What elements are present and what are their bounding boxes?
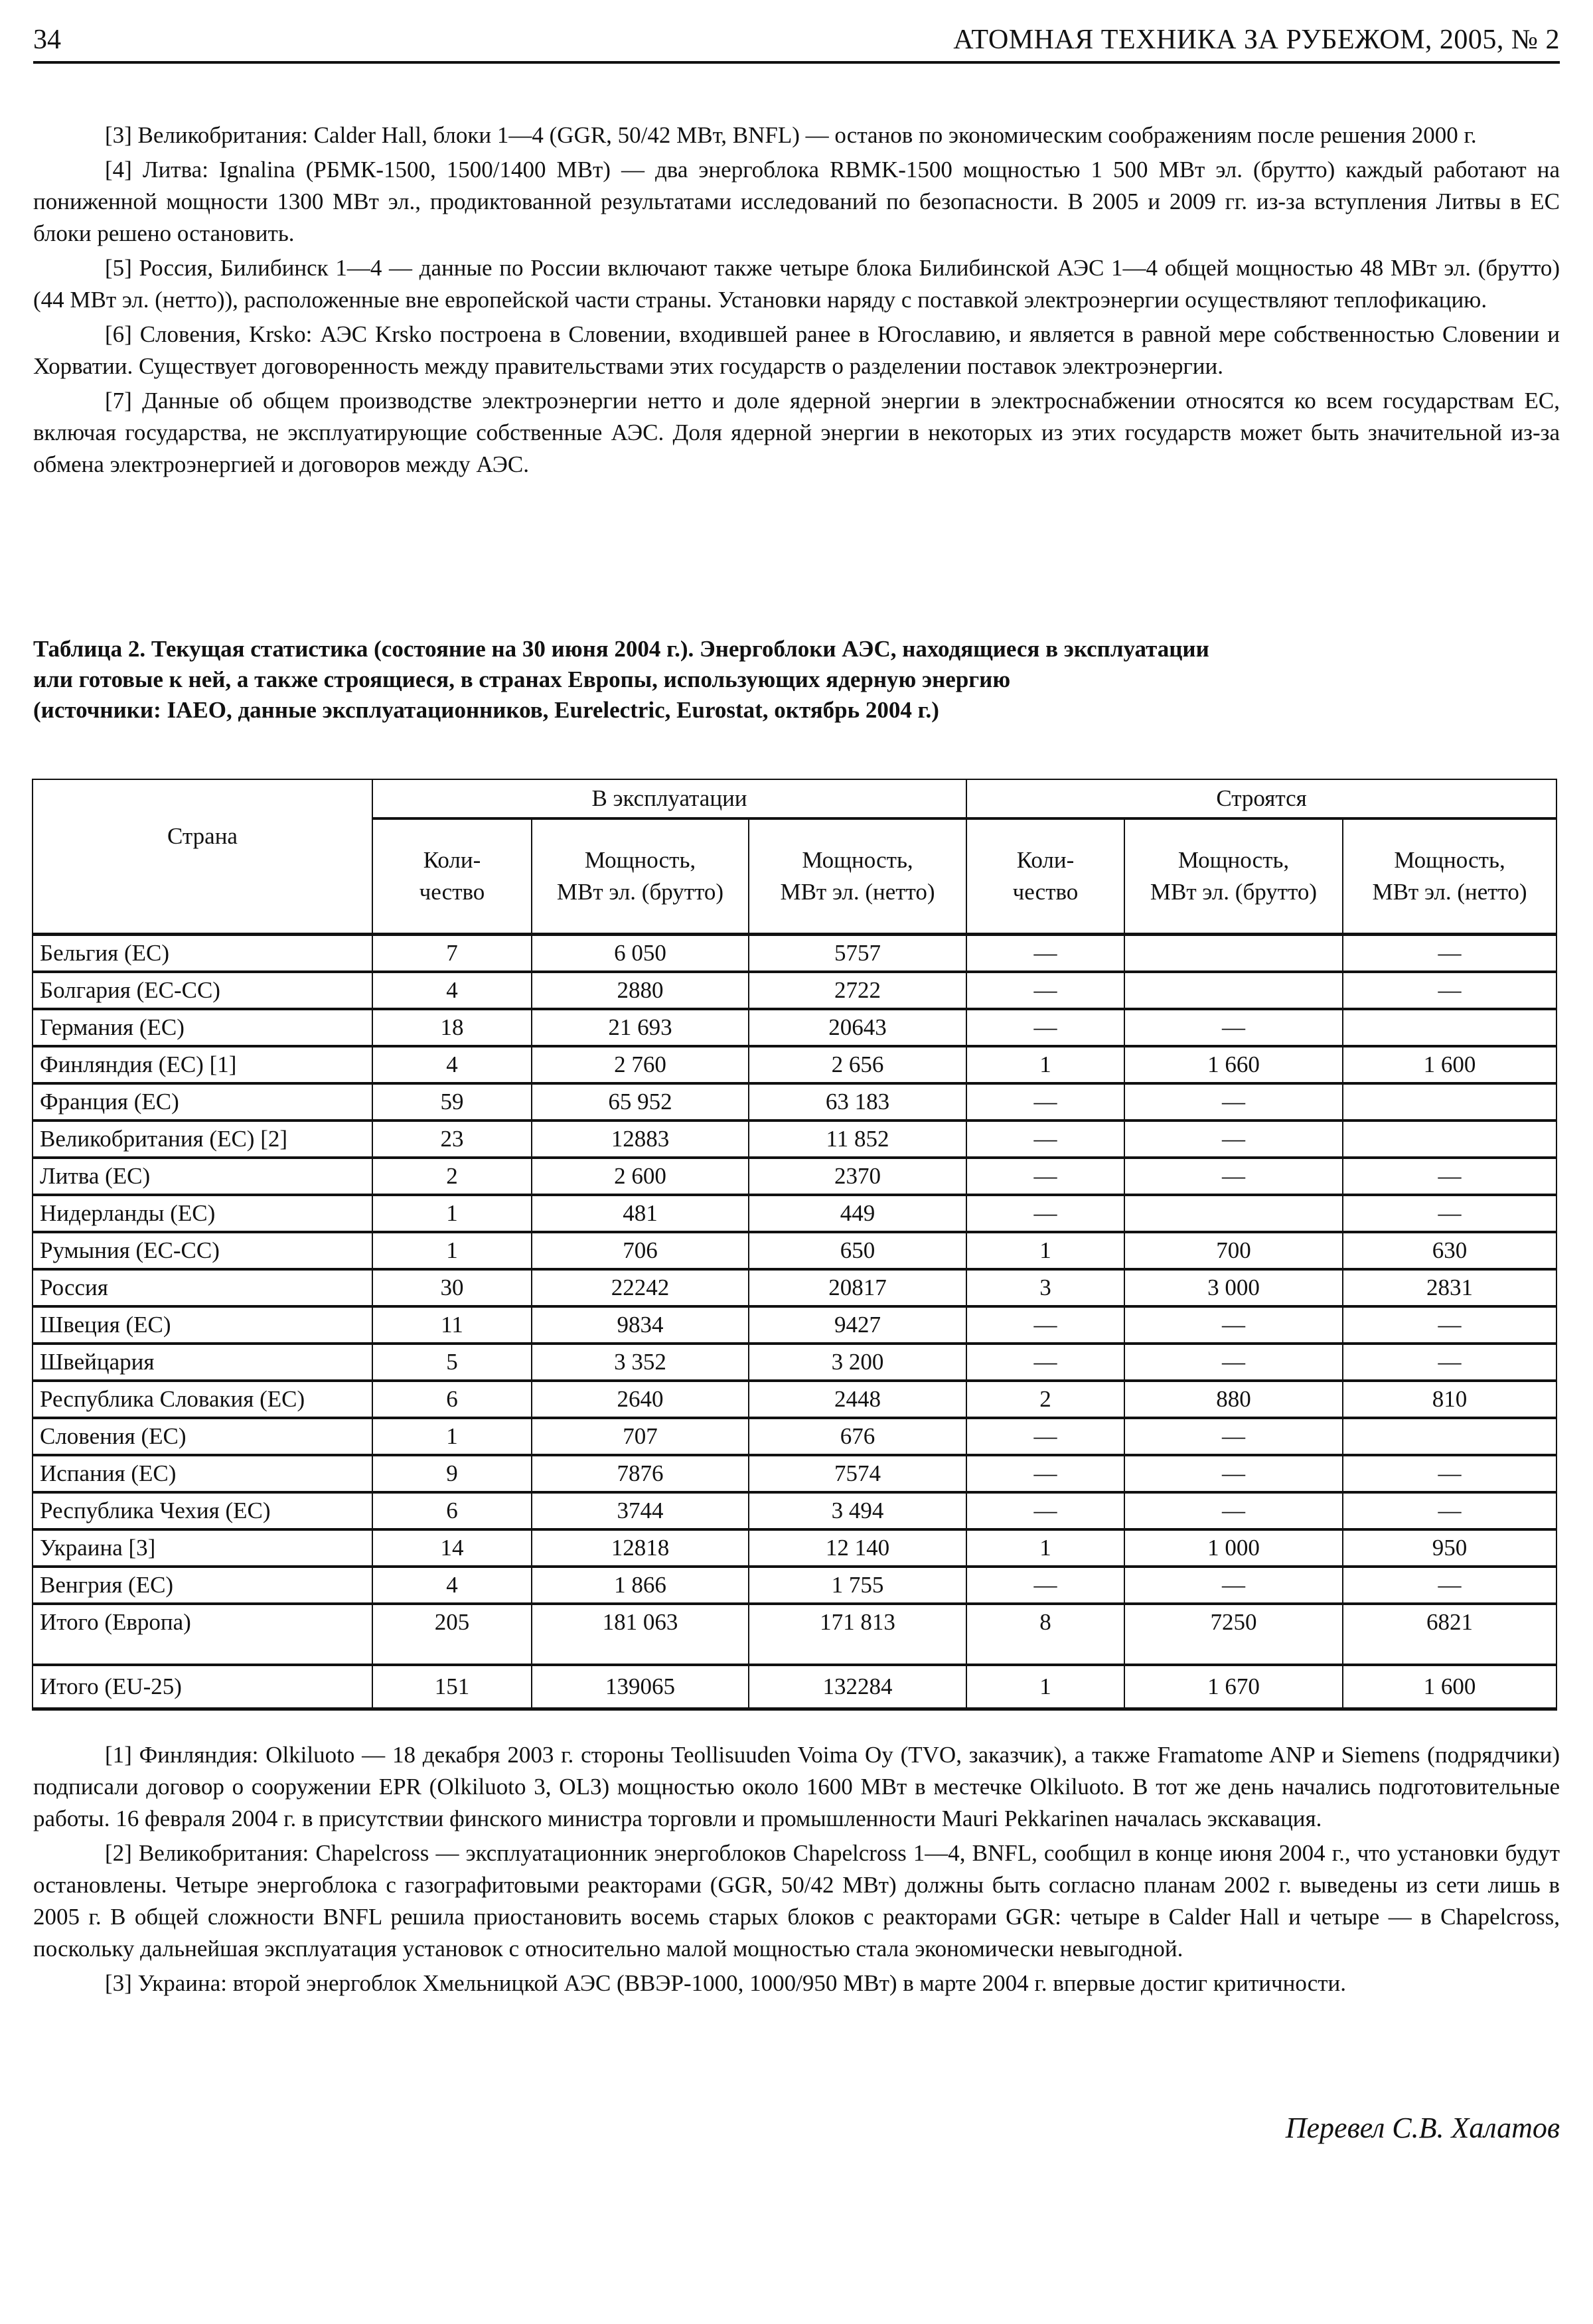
table-row [33,1567,1556,1604]
cell-op-count: 59 [372,1083,532,1121]
cell-con-gross: — [1124,1455,1343,1492]
table-row [33,1344,1556,1381]
cell-op-net: 5757 [749,935,966,972]
cell-op-gross: 6 050 [532,935,749,972]
cell-con-net: 6821 [1343,1604,1556,1665]
cell-op-count: 151 [372,1665,532,1709]
cell-op-net: 12 140 [749,1529,966,1567]
cell-op-gross: 707 [532,1418,749,1455]
table-row [33,1009,1556,1046]
cell-con-count: — [966,972,1124,1009]
cell-op-net: 650 [749,1232,966,1269]
cell-con-count: 1 [966,1665,1124,1709]
cell-con-count: — [966,1121,1124,1158]
cell-op-net: 11 852 [749,1121,966,1158]
cell-con-count: — [966,1455,1124,1492]
cell-con-gross: 3 000 [1124,1269,1343,1306]
table-row [33,972,1556,1009]
cell-op-gross: 22242 [532,1269,749,1306]
footnotes-previous-table [33,119,1560,483]
cell-country: Украина [3] [33,1529,372,1567]
cell-con-gross [1124,1195,1343,1232]
column-header-country: Страна [33,779,372,935]
cell-op-net: 2 656 [749,1046,966,1083]
cell-op-net: 20643 [749,1009,966,1046]
cell-con-net: 630 [1343,1232,1556,1269]
cell-op-gross: 181 063 [532,1604,749,1665]
cell-country: Финляндия (ЕС) [1] [33,1046,372,1083]
table-row [33,935,1556,972]
cell-op-net: 3 494 [749,1492,966,1529]
cell-con-count: — [966,1567,1124,1604]
nuclear-units-table [32,779,1557,1711]
cell-op-count: 205 [372,1604,532,1665]
group-header-under-construction: Строятся [966,779,1556,818]
cell-country: Германия (ЕС) [33,1009,372,1046]
caption-line: или готовые к ней, а также строящиеся, в странах Европы, использующих ядерную энергию [33,666,1011,692]
cell-op-gross: 3 352 [532,1344,749,1381]
cell-con-net [1343,1083,1556,1121]
cell-con-count: — [966,1306,1124,1344]
cell-op-gross: 21 693 [532,1009,749,1046]
cell-con-net: — [1343,1158,1556,1195]
table-row [33,1492,1556,1529]
cell-op-count: 7 [372,935,532,972]
cell-country: Венгрия (ЕС) [33,1567,372,1604]
cell-op-gross: 1 866 [532,1567,749,1604]
cell-con-count: — [966,1344,1124,1381]
cell-con-gross: — [1124,1418,1343,1455]
column-header-con-gross: Мощность, МВт эл. (брутто) [1124,818,1343,935]
cell-country: Румыния (ЕС-СС) [33,1232,372,1269]
cell-op-count: 14 [372,1529,532,1567]
cell-op-gross: 481 [532,1195,749,1232]
cell-con-count: 1 [966,1529,1124,1567]
cell-op-net: 1 755 [749,1567,966,1604]
footnote: [7] Данные об общем производстве электроэнергии нетто и доле ядерной энергии в электроснабжении относятся ко всем государствам ЕС, включая государства, не эксплуатирующие собственные АЭС. Доля ядерной энергии в некоторых из этих государств может быть значительной из-за обмена электроэнергией и договоров между АЭС. [33,388,1560,477]
cell-op-count: 1 [372,1418,532,1455]
cell-op-net: 171 813 [749,1604,966,1665]
cell-con-net: — [1343,935,1556,972]
cell-con-count: — [966,1158,1124,1195]
caption-line: Таблица 2. Текущая статистика (состояние на 30 июня 2004 г.). Энергоблоки АЭС, находящиеся в эксплуатации [33,636,1209,662]
cell-con-net: 1 600 [1343,1046,1556,1083]
cell-op-count: 1 [372,1195,532,1232]
header-rule [33,61,1560,64]
cell-con-count: — [966,1195,1124,1232]
cell-op-count: 9 [372,1455,532,1492]
footnote: [2] Великобритания: Chapelcross — эксплуатационник энергоблоков Chapelcross 1—4, BNFL, сообщил в конце июня 2004 г., что установки будут остановлены. Четыре энергоблока с газографитовыми реакторами (GGR, 50/42 МВт) должны быть согласно планам 2002 г. выведены из сети лишь в 2005 г. В общей сложности BNFL решила приостановить восемь старых блоков с реакторами GGR: четыре в Calder Hall и четыре — в Chapelcross, поскольку дальнейшая эксплуатация установок с относительно малой мощностью стала экономически невыгодной. [33,1840,1560,1962]
cell-op-gross: 9834 [532,1306,749,1344]
cell-op-gross: 2 600 [532,1158,749,1195]
footnote: [5] Россия, Билибинск 1—4 — данные по России включают также четыре блока Билибинской АЭС 1—4 общей мощностью 48 МВт эл. (брутто) (44 МВт эл. (нетто)), расположенные вне европейской части страны. Установки наряду с поставкой электроэнергии осуществляют теплофикацию. [33,255,1560,313]
cell-con-gross: — [1124,1009,1343,1046]
cell-op-gross: 2880 [532,972,749,1009]
cell-con-net: 1 600 [1343,1665,1556,1709]
table-row [33,1529,1556,1567]
cell-con-net [1343,1418,1556,1455]
cell-con-count: — [966,1492,1124,1529]
cell-op-count: 4 [372,1567,532,1604]
cell-country: Нидерланды (ЕС) [33,1195,372,1232]
cell-op-gross: 139065 [532,1665,749,1709]
cell-con-count: 3 [966,1269,1124,1306]
cell-op-net: 676 [749,1418,966,1455]
cell-con-net: 2831 [1343,1269,1556,1306]
table-total-row [33,1604,1556,1665]
cell-op-net: 449 [749,1195,966,1232]
cell-op-count: 11 [372,1306,532,1344]
table-row [33,1269,1556,1306]
column-header-con-net: Мощность, МВт эл. (нетто) [1343,818,1556,935]
cell-con-net: — [1343,1344,1556,1381]
cell-op-net: 2370 [749,1158,966,1195]
footnote: [1] Финляндия: Olkiluoto — 18 декабря 2003 г. стороны Teollisuuden Voima Oy (TVO, заказчик), а также Framatome ANP и Siemens (подрядчики) подписали договор о сооружении EPR (Olkiluoto 3, OL3) мощностью около 1600 МВт в местечке Olkiluoto. В тот же день начались подготовительные работы. 16 февраля 2004 г. в присутствии финского министра торговли и промышленности Mauri Pekkarinen началась экскавация. [33,1742,1560,1831]
footnote: [3] Великобритания: Calder Hall, блоки 1—4 (GGR, 50/42 МВт, BNFL) — останов по экономическим соображениям после решения 2000 г. [105,122,1477,148]
cell-op-net: 9427 [749,1306,966,1344]
cell-con-gross [1124,972,1343,1009]
cell-con-gross: — [1124,1344,1343,1381]
cell-op-gross: 706 [532,1232,749,1269]
table-row [33,1306,1556,1344]
column-header-con-count: Коли- чество [966,818,1124,935]
cell-con-net [1343,1121,1556,1158]
cell-country: Литва (ЕС) [33,1158,372,1195]
cell-country: Республика Чехия (ЕС) [33,1492,372,1529]
cell-con-count: — [966,1083,1124,1121]
cell-op-net: 2448 [749,1381,966,1418]
table-row [33,1232,1556,1269]
cell-op-count: 5 [372,1344,532,1381]
group-header-in-operation: В эксплуатации [372,779,966,818]
cell-con-gross: — [1124,1121,1343,1158]
table-caption [33,634,1560,726]
cell-con-gross: — [1124,1492,1343,1529]
cell-country: Словения (ЕС) [33,1418,372,1455]
cell-op-count: 23 [372,1121,532,1158]
cell-con-count: — [966,1418,1124,1455]
cell-con-count: 8 [966,1604,1124,1665]
cell-con-net: — [1343,1195,1556,1232]
cell-con-gross: 880 [1124,1381,1343,1418]
cell-op-count: 1 [372,1232,532,1269]
cell-op-count: 6 [372,1381,532,1418]
cell-country: Россия [33,1269,372,1306]
cell-con-net: — [1343,1306,1556,1344]
cell-con-net: 810 [1343,1381,1556,1418]
cell-country: Швейцария [33,1344,372,1381]
table-row [33,1455,1556,1492]
page-number: 34 [33,25,61,55]
cell-con-count: 1 [966,1046,1124,1083]
translator-credit: Перевел С.В. Халатов [1285,2112,1560,2144]
table-row [33,1418,1556,1455]
cell-con-net: — [1343,1455,1556,1492]
cell-country: Болгария (ЕС-СС) [33,972,372,1009]
cell-con-count: — [966,935,1124,972]
cell-op-gross: 65 952 [532,1083,749,1121]
cell-op-gross: 12883 [532,1121,749,1158]
cell-con-gross: 7250 [1124,1604,1343,1665]
cell-op-gross: 7876 [532,1455,749,1492]
footnotes-table-2 [33,1739,1560,2002]
cell-con-gross: 700 [1124,1232,1343,1269]
column-header-op-count: Коли- чество [372,818,532,935]
cell-op-gross: 3744 [532,1492,749,1529]
table-total-row [33,1665,1556,1709]
table-row [33,1195,1556,1232]
cell-op-count: 2 [372,1158,532,1195]
table-row [33,1158,1556,1195]
cell-op-count: 6 [372,1492,532,1529]
cell-country: Франция (ЕС) [33,1083,372,1121]
cell-con-gross: — [1124,1567,1343,1604]
cell-con-gross: — [1124,1158,1343,1195]
cell-con-net: — [1343,972,1556,1009]
cell-con-net: — [1343,1567,1556,1604]
cell-op-count: 18 [372,1009,532,1046]
cell-con-gross: 1 660 [1124,1046,1343,1083]
cell-op-count: 30 [372,1269,532,1306]
cell-country: Республика Словакия (ЕС) [33,1381,372,1418]
cell-op-net: 20817 [749,1269,966,1306]
cell-con-gross [1124,935,1343,972]
footnote: [6] Словения, Krsko: АЭС Krsko построена в Словении, входившей ранее в Югославию, и является в равной мере собственностью Словении и Хорватии. Существует договоренность между правительствами этих государств о разделении поставок электроэнергии. [33,321,1560,379]
caption-line: (источники: IAEO, данные эксплуатационников, Eurelectric, Eurostat, октябрь 2004 г.) [33,697,939,723]
cell-country: Испания (ЕС) [33,1455,372,1492]
table-row [33,1083,1556,1121]
footnote: [4] Литва: Ignalina (РБМК-1500, 1500/1400 МВт) — два энергоблока RBMK-1500 мощностью 1 500 МВт эл. (брутто) каждый работают на пониженной мощности 1300 МВт эл., продиктованной результатами исследований по безопасности. В 2005 и 2009 гг. из-за вступления Литвы в ЕС блоки решено остановить. [33,157,1560,246]
running-header [33,20,1560,60]
cell-op-count: 4 [372,972,532,1009]
cell-con-count: 1 [966,1232,1124,1269]
cell-op-net: 63 183 [749,1083,966,1121]
cell-con-gross: — [1124,1083,1343,1121]
cell-op-gross: 12818 [532,1529,749,1567]
cell-con-gross: 1 670 [1124,1665,1343,1709]
cell-op-count: 4 [372,1046,532,1083]
table-row [33,1121,1556,1158]
cell-con-net [1343,1009,1556,1046]
column-header-op-net: Мощность, МВт эл. (нетто) [749,818,966,935]
cell-op-gross: 2 760 [532,1046,749,1083]
cell-con-net: — [1343,1492,1556,1529]
cell-op-net: 132284 [749,1665,966,1709]
cell-con-gross: — [1124,1306,1343,1344]
cell-country: Итого (Европа) [33,1604,372,1665]
cell-con-count: — [966,1009,1124,1046]
table-row [33,1046,1556,1083]
cell-op-net: 7574 [749,1455,966,1492]
cell-op-net: 3 200 [749,1344,966,1381]
cell-country: Бельгия (ЕС) [33,935,372,972]
table-body [33,935,1556,1709]
cell-op-gross: 2640 [532,1381,749,1418]
cell-con-count: 2 [966,1381,1124,1418]
cell-op-net: 2722 [749,972,966,1009]
cell-country: Итого (EU-25) [33,1665,372,1709]
footnote: [3] Украина: второй энергоблок Хмельницкой АЭС (ВВЭР-1000, 1000/950 МВт) в марте 2004 г. впервые достиг критичности. [105,1970,1347,1996]
cell-con-net: 950 [1343,1529,1556,1567]
column-header-op-gross: Мощность, МВт эл. (брутто) [532,818,749,935]
table-row [33,1381,1556,1418]
cell-country: Швеция (ЕС) [33,1306,372,1344]
journal-title: АТОМНАЯ ТЕХНИКА ЗА РУБЕЖОМ, 2005, № 2 [953,25,1560,55]
cell-country: Великобритания (ЕС) [2] [33,1121,372,1158]
cell-con-gross: 1 000 [1124,1529,1343,1567]
